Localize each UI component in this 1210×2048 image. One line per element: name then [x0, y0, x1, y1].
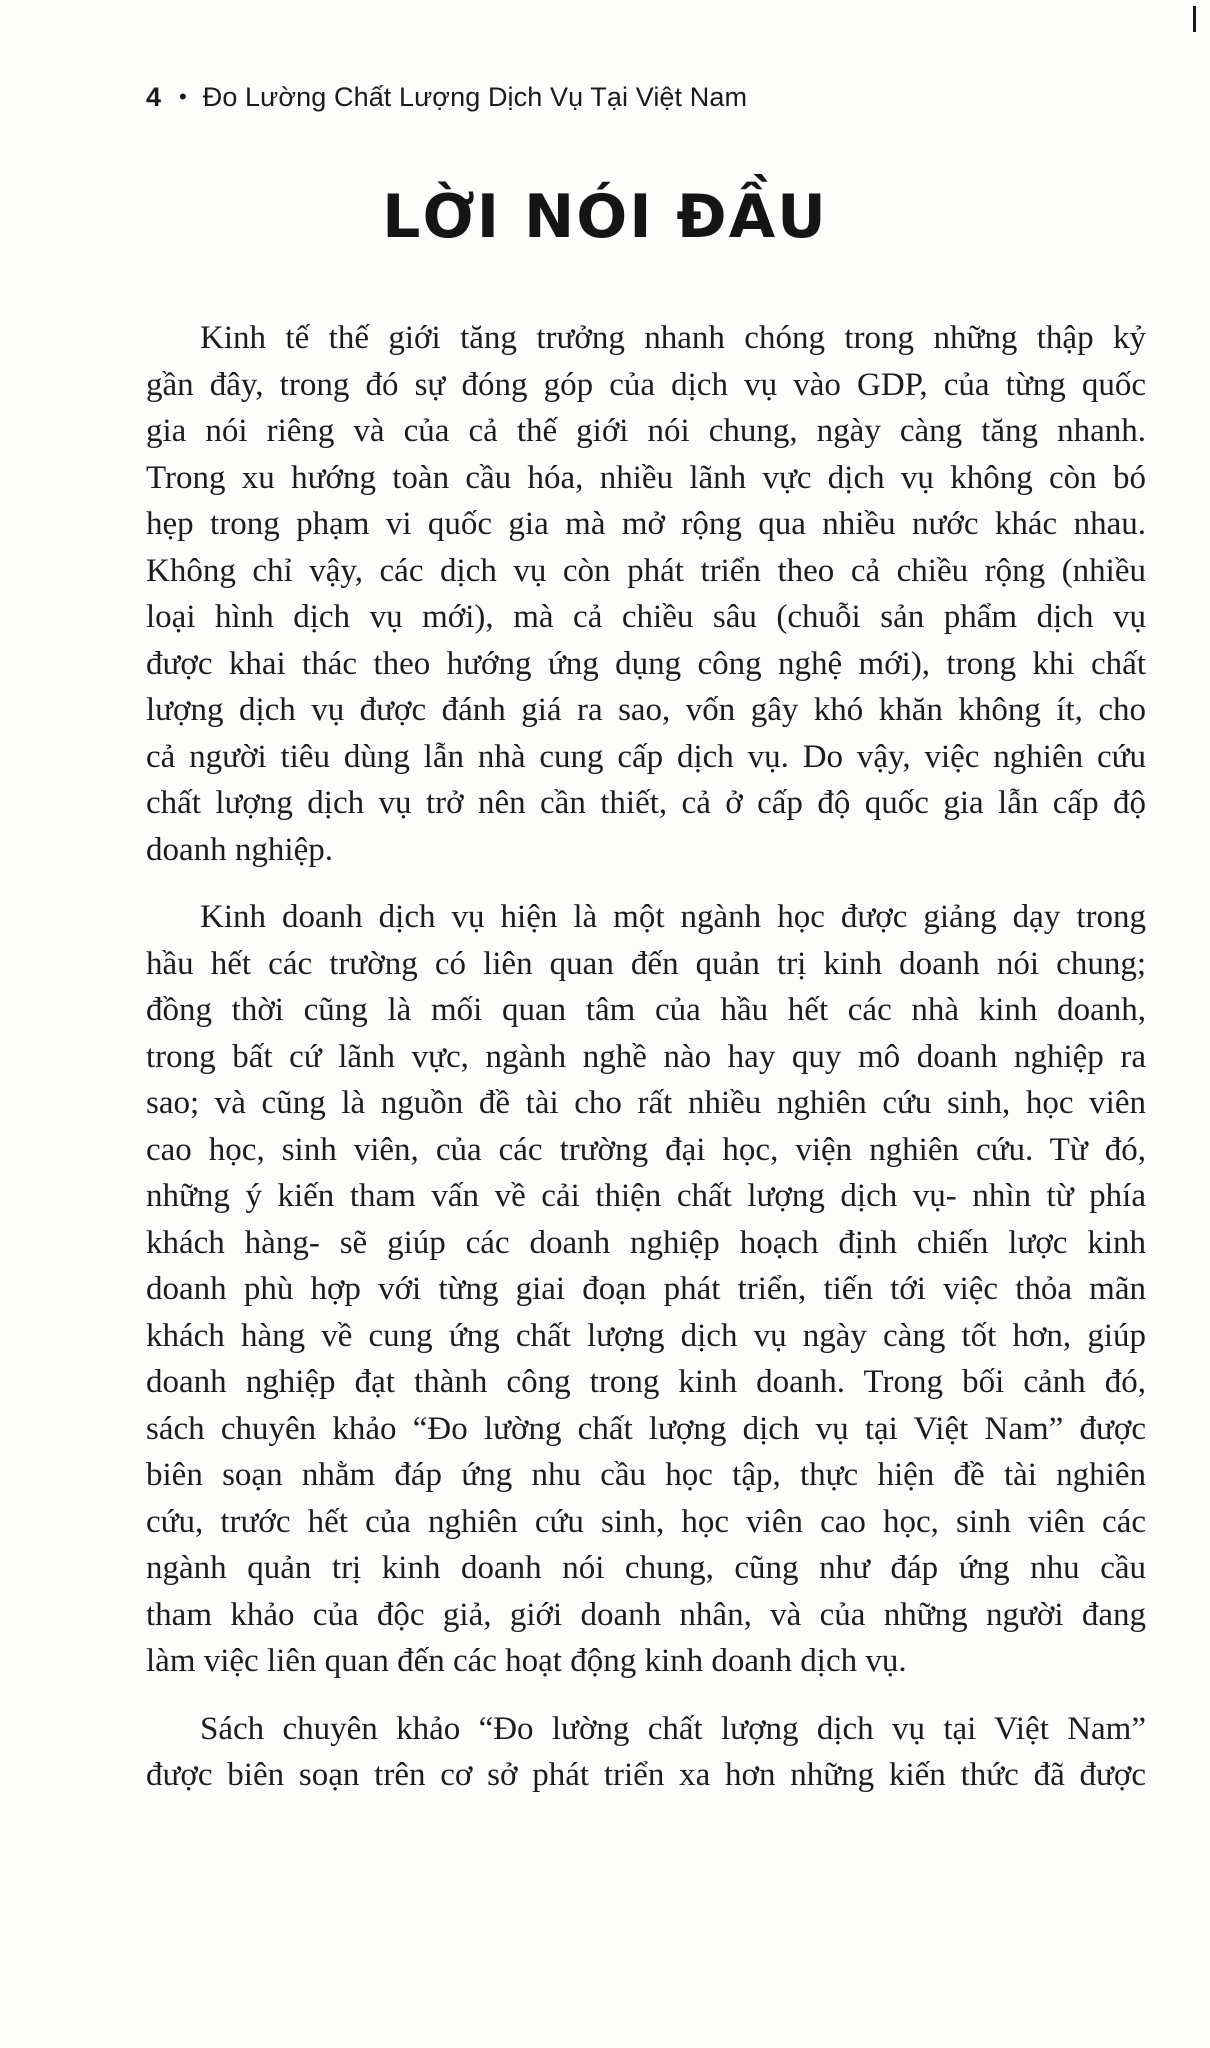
text-line: Kinh tế thế giới tăng trưởng nhanh chóng trong những thập kỷ	[200, 320, 1146, 356]
text-line: Không chỉ vậy, các dịch vụ còn phát triển theo cả chiều rộng (nhiều	[146, 552, 1146, 589]
text-line: biên soạn nhằm đáp ứng nhu cầu học tập, thực hiện đề tài nghiên	[146, 1457, 1146, 1493]
text-line: khách hàng- sẽ giúp các doanh nghiệp hoạch định chiến lược kinh	[146, 1224, 1146, 1261]
paragraph	[146, 315, 1146, 873]
text-line: cao học, sinh viên, của các trường đại học, viện nghiên cứu. Từ đó,	[146, 1131, 1146, 1168]
page-edge-mark	[1193, 6, 1196, 32]
text-line: Trong xu hướng toàn cầu hóa, nhiều lãnh vực dịch vụ không còn bó	[146, 459, 1146, 496]
text-line: Sách chuyên khảo “Đo lường chất lượng dịch vụ tại Việt Nam”	[200, 1710, 1146, 1747]
text-line: những ý kiến tham vấn về cải thiện chất lượng dịch vụ- nhìn từ phía	[146, 1178, 1146, 1214]
text-line: doanh nghiệp.	[146, 831, 333, 868]
text-line: loại hình dịch vụ mới), mà cả chiều sâu (chuỗi sản phẩm dịch vụ	[146, 599, 1146, 635]
body-text	[146, 315, 1146, 1820]
text-line: được khai thác theo hướng ứng dụng công nghệ mới), trong khi chất	[146, 645, 1146, 682]
text-line: ngành quản trị kinh doanh nói chung, cũng như đáp ứng nhu cầu	[146, 1550, 1146, 1586]
text-line: doanh phù hợp với từng giai đoạn phát triển, tiến tới việc thỏa mãn	[146, 1271, 1146, 1307]
running-header	[146, 82, 747, 113]
text-line: sao; và cũng là nguồn đề tài cho rất nhiều nghiên cứu sinh, học viên	[146, 1085, 1146, 1121]
chapter-title: LỜI NÓI ĐẦU	[382, 182, 828, 252]
text-line: đồng thời cũng là mối quan tâm của hầu hết các nhà kinh doanh,	[146, 992, 1146, 1028]
paragraph	[146, 894, 1146, 1685]
text-line: cả người tiêu dùng lẫn nhà cung cấp dịch vụ. Do vậy, việc nghiên cứu	[146, 738, 1146, 775]
text-line: cứu, trước hết của nghiên cứu sinh, học viên cao học, sinh viên các	[146, 1503, 1146, 1540]
text-line: trong bất cứ lãnh vực, ngành nghề nào hay quy mô doanh nghiệp ra	[146, 1038, 1146, 1075]
text-line: sách chuyên khảo “Đo lường chất lượng dịch vụ tại Việt Nam” được	[146, 1410, 1146, 1447]
text-line: lượng dịch vụ được đánh giá ra sao, vốn gây khó khăn không ít, cho	[146, 692, 1146, 728]
text-line: hẹp trong phạm vi quốc gia mà mở rộng qua nhiều nước khác nhau.	[146, 506, 1146, 542]
paragraph	[146, 1706, 1146, 1799]
page-number: 4	[146, 82, 162, 112]
text-line: gần đây, trong đó sự đóng góp của dịch vụ vào GDP, của từng quốc	[146, 366, 1146, 403]
text-line: làm việc liên quan đến các hoạt động kinh doanh dịch vụ.	[146, 1643, 907, 1679]
text-line: gia nói riêng và của cả thế giới nói chung, ngày càng tăng nhanh.	[146, 413, 1146, 449]
text-line: hầu hết các trường có liên quan đến quản trị kinh doanh nói chung;	[146, 945, 1146, 982]
text-line: chất lượng dịch vụ trở nên cần thiết, cả ở cấp độ quốc gia lẫn cấp độ	[146, 785, 1146, 821]
text-line: Kinh doanh dịch vụ hiện là một ngành học được giảng dạy trong	[200, 899, 1146, 935]
text-line: doanh nghiệp đạt thành công trong kinh doanh. Trong bối cảnh đó,	[146, 1364, 1146, 1400]
text-line: khách hàng về cung ứng chất lượng dịch vụ ngày càng tốt hơn, giúp	[146, 1317, 1146, 1354]
text-line: tham khảo của độc giả, giới doanh nhân, và của những người đang	[146, 1596, 1146, 1633]
header-separator: •	[179, 84, 187, 109]
text-line: được biên soạn trên cơ sở phát triển xa hơn những kiến thức đã được	[146, 1757, 1146, 1793]
running-title: Đo Lường Chất Lượng Dịch Vụ Tại Việt Nam	[202, 82, 748, 112]
